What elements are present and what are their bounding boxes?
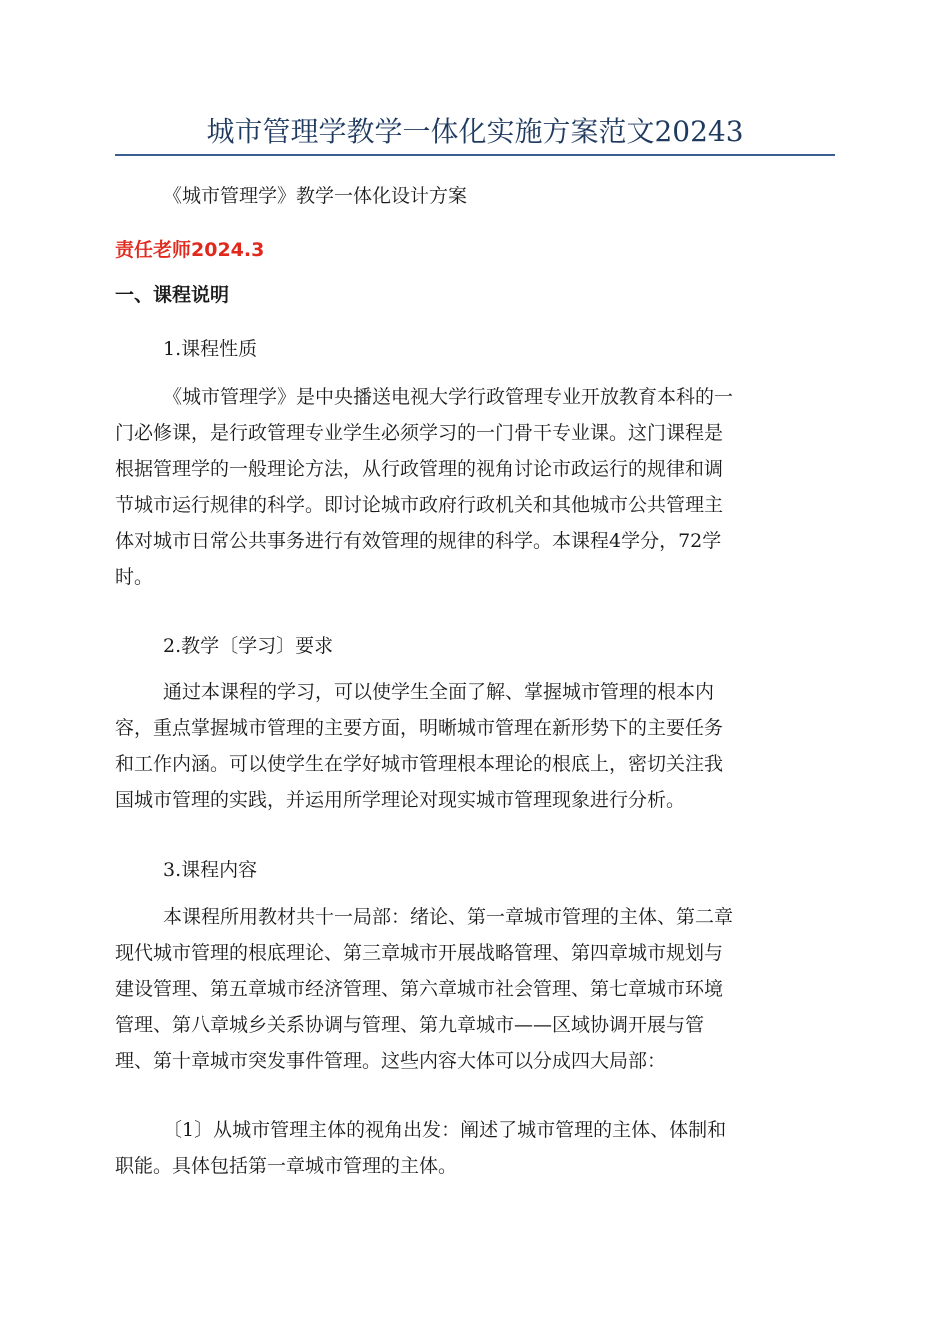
paragraph-line: 和工作内涵。可以使学生在学好城市管理根本理论的根底上，密切关注我 xyxy=(115,753,724,775)
paragraph-line: 现代城市管理的根底理论、第三章城市开展战略管理、第四章城市规划与 xyxy=(115,942,724,964)
paragraph-line: 国城市管理的实践，并运用所学理论对现实城市管理现象进行分析。 xyxy=(115,789,686,811)
document-title: 城市管理学教学一体化实施方案范文20243 xyxy=(206,115,744,148)
paragraph-line: 门必修课，是行政管理专业学生必须学习的一门骨干专业课。这门课程是 xyxy=(115,422,724,444)
paragraph-line: 时。 xyxy=(115,566,154,588)
paragraph-line: 管理、第八章城乡关系协调与管理、第九章城市——区域协调开展与管 xyxy=(115,1014,705,1036)
paragraph-line: 容，重点掌握城市管理的主要方面，明晰城市管理在新形势下的主要任务 xyxy=(115,717,724,739)
paragraph-line: 体对城市日常公共事务进行有效管理的规律的科学。本课程4学分，72学 xyxy=(115,530,722,552)
paragraph-line: 本课程所用教材共十一局部：绪论、第一章城市管理的主体、第二章 xyxy=(163,906,734,928)
paragraph-line: 理、第十章城市突发事件管理。这些内容大体可以分成四大局部： xyxy=(115,1050,667,1072)
paragraph-line: 《城市管理学》是中央播送电视大学行政管理专业开放教育本科的一 xyxy=(163,386,734,408)
title-underline xyxy=(115,154,835,156)
paragraph-line: 根据管理学的一般理论方法，从行政管理的视角讨论市政运行的规律和调 xyxy=(115,458,724,480)
paragraph-line: 职能。具体包括第一章城市管理的主体。 xyxy=(115,1155,458,1177)
paragraph-line: 节城市运行规律的科学。即讨论城市政府行政机关和其他城市公共管理主 xyxy=(115,494,724,516)
section-heading-course-description: 一、课程说明 xyxy=(115,284,230,306)
paragraph-learning-requirements xyxy=(115,674,835,818)
document-subtitle: 《城市管理学》教学一体化设计方案 xyxy=(163,185,468,207)
item-heading-course-content: 3.课程内容 xyxy=(163,859,258,881)
paragraph-line: 通过本课程的学习，可以使学生全面了解、掌握城市管理的根本内 xyxy=(163,681,715,703)
paragraph-content-part-1 xyxy=(115,1112,835,1184)
paragraph-course-nature xyxy=(115,379,835,595)
paragraph-course-content xyxy=(115,899,835,1079)
item-heading-learning-requirements: 2.教学〔学习〕要求 xyxy=(163,635,334,657)
paragraph-line: 建设管理、第五章城市经济管理、第六章城市社会管理、第七章城市环境 xyxy=(115,978,724,1000)
item-heading-course-nature: 1.课程性质 xyxy=(163,338,258,360)
author-line: 责任老师2024.3 xyxy=(115,239,265,261)
paragraph-line: 〔1〕从城市管理主体的视角出发：阐述了城市管理的主体、体制和 xyxy=(163,1119,727,1141)
